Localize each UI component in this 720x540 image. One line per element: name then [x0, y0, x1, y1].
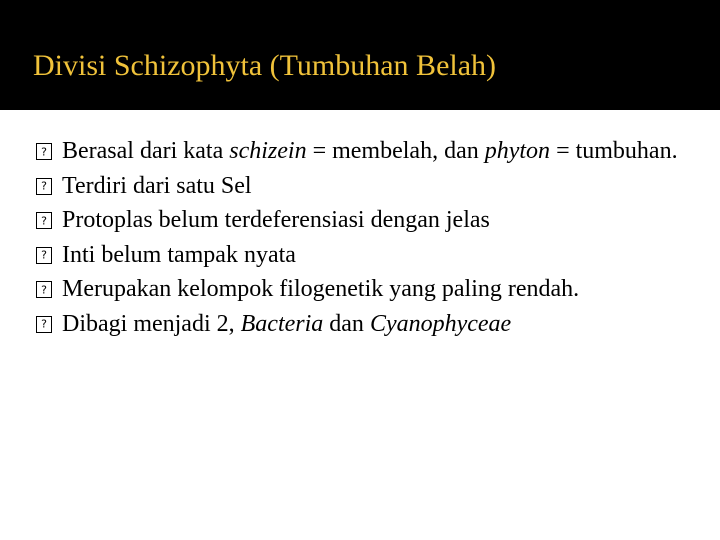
bullet-item: ? Dibagi menjadi 2, Bacteria dan Cyanophyceae — [36, 307, 696, 342]
bullet-item: ? Berasal dari kata schizein = membelah, dan phyton = tumbuhan. — [36, 134, 696, 169]
bullet-marker-icon — [36, 212, 52, 229]
title-bar — [0, 0, 720, 110]
bullet-marker-icon — [36, 247, 52, 264]
bullet-marker-icon — [36, 316, 52, 333]
bullet-marker-icon — [36, 281, 52, 298]
bullet-item: ? Inti belum tampak nyata — [36, 238, 696, 273]
bullet-list — [36, 134, 696, 341]
slide-title: Divisi Schizophyta (Tumbuhan Belah) — [33, 49, 497, 82]
bullet-marker-icon — [36, 178, 52, 195]
bullet-item: ? Merupakan kelompok filogenetik yang paling rendah. — [36, 272, 696, 307]
bullet-marker-icon — [36, 143, 52, 160]
bullet-item: ? Terdiri dari satu Sel — [36, 169, 696, 204]
bullet-item: ? Protoplas belum terdeferensiasi dengan jelas — [36, 203, 696, 238]
